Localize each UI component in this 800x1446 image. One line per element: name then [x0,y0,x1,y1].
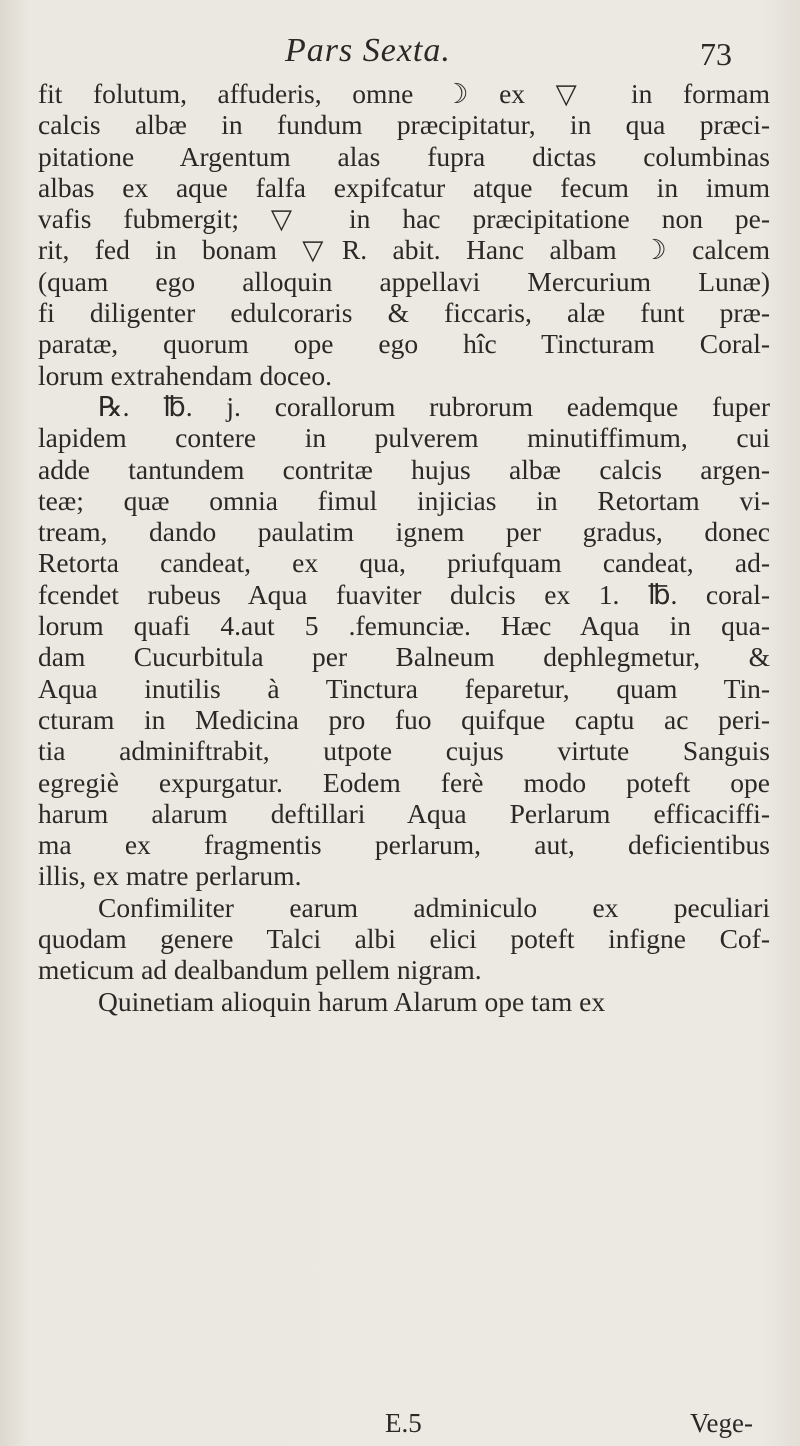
text-line: tia adminiftrabit, utpote cujus virtute Sanguis [38,735,770,767]
signature-mark: E.5 [385,1408,422,1438]
text-line: pitatione Argentum alas fupra dictas columbinas [38,140,770,172]
text-line: dam Cucurbitula per Balneum dephlegmetur, & [38,641,770,673]
text-line: fi diligenter edulcoraris & ficcaris, alæ funt præ- [38,297,770,329]
text-line: Retorta candeat, ex qua, priufquam candeat, ad- [38,547,770,579]
text-line: lapidem contere in pulverem minutiffimum, cui [38,422,770,454]
text-line: lorum extrahendam doceo. [38,359,332,391]
text-line: adde tantundem contritæ hujus albæ calcis argen- [38,453,770,485]
text-line: ℞. ℔. j. corallorum rubrorum eademque fuper [98,390,770,422]
text-line: egregiè expurgatur. Eodem ferè modo poteft ope [38,766,770,798]
paragraph [38,78,770,391]
text-line: illis, ex matre perlarum. [38,860,302,892]
text-line: fcendet rubeus Aqua fuaviter dulcis ex 1. ℔. coral- [38,578,770,610]
paragraph [38,391,770,892]
running-head: Pars Sexta. [285,32,451,69]
body-text [38,78,770,1017]
text-line: harum alarum deftillari Aqua Perlarum efficaciffi- [38,797,770,829]
page-header [0,28,800,78]
text-line: Aqua inutilis à Tinctura feparetur, quam Tin- [38,672,770,704]
text-line: paratæ, quorum ope ego hîc Tincturam Coral- [38,328,770,360]
text-line: quodam genere Talci albi elici poteft infigne Cof- [38,923,770,955]
text-line: tream, dando paulatim ignem per gradus, donec [38,516,770,548]
text-line: Quinetiam alioquin harum Alarum ope tam ex [98,985,606,1017]
page-footer [0,1408,800,1444]
text-line: ma ex fragmentis perlarum, aut, deficientibus [38,829,770,861]
text-line: meticum ad dealbandum pellem nigram. [38,954,482,986]
text-line: (quam ego alloquin appellavi Mercurium Lunæ) [38,265,770,297]
text-line: rit, fed in bonam ▽R. abit. Hanc albam ☽ calcem [38,234,770,266]
text-line: cturam in Medicina pro fuo quifque captu ac peri- [38,703,770,735]
text-line: lorum quafi 4.aut 5 .femunciæ. Hæc Aqua in qua- [38,610,770,642]
text-line: vafis fubmergit; ▽ in hac præcipitatione non pe- [38,203,770,235]
page-number: 73 [700,36,732,72]
text-line: Confimiliter earum adminiculo ex peculiari [98,891,770,923]
text-line: calcis albæ in fundum præcipitatur, in qua præci- [38,109,770,141]
catchword: Vege- [690,1408,753,1438]
paragraph [38,892,770,986]
text-line: albas ex aque falfa expifcatur atque fecum in imum [38,171,770,203]
text-line: teæ; quæ omnia fimul injicias in Retortam vi- [38,484,770,516]
paragraph [38,986,770,1017]
text-line: fit folutum, affuderis, omne ☽ ex ▽ in formam [38,78,770,109]
